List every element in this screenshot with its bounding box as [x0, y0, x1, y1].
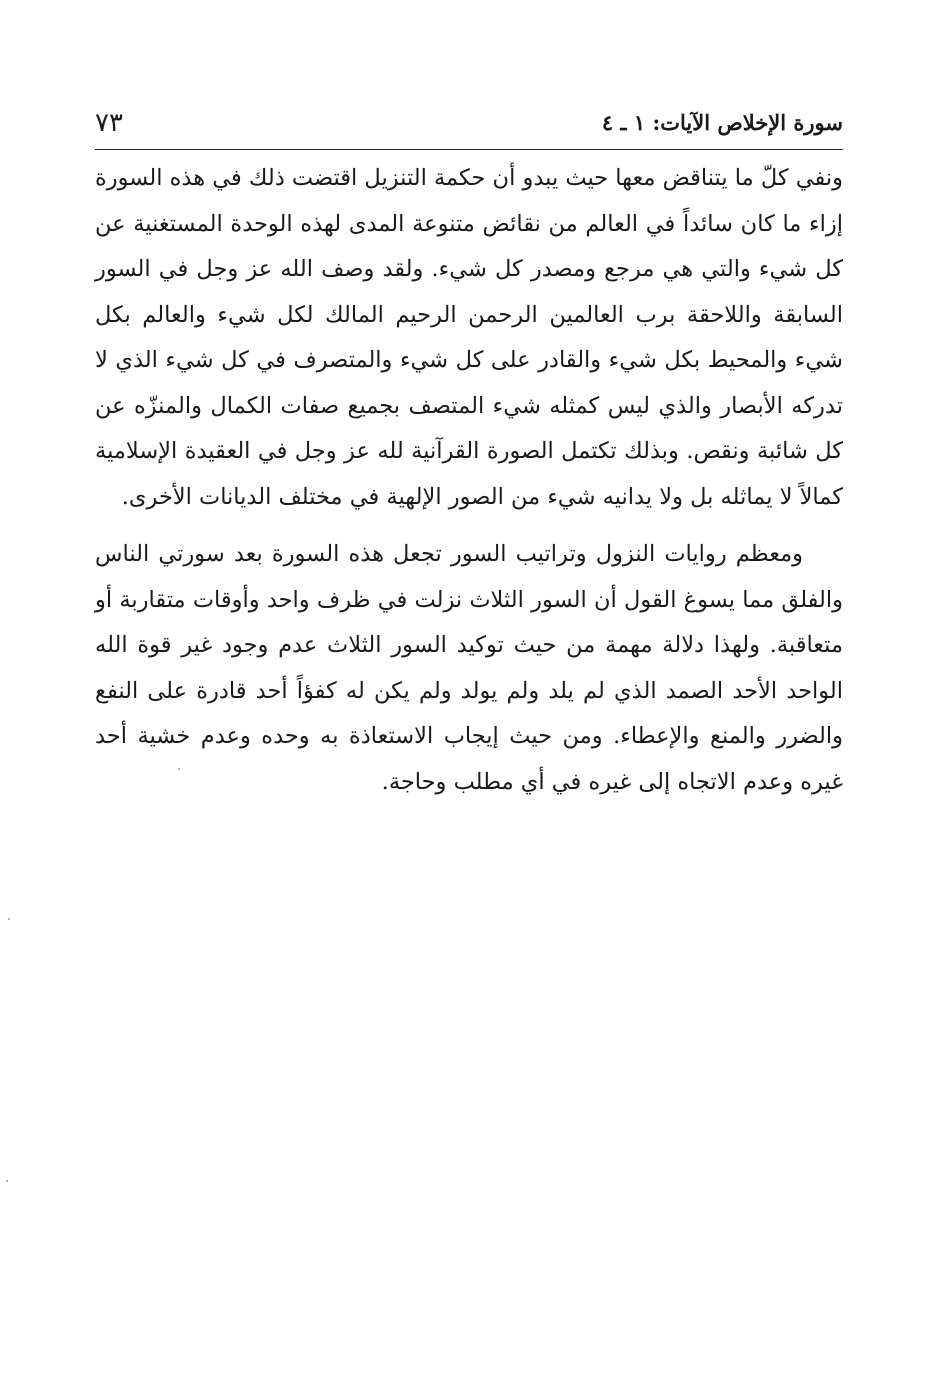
header-divider	[95, 149, 843, 150]
page-number: ٧٣	[95, 108, 123, 138]
page-header	[95, 108, 843, 148]
paragraph-1: ونفي كلّ ما يتناقض معها حيث يبدو أن حكمة التنزيل اقتضت ذلك في هذه السورة إزاء ما كان سائداً في العالم من نقائض متنوعة المدى لهذه الوحدة المستغنية عن كل شيء والتي هي مرجع ومصدر كل شيء. ولقد وصف الله عز وجل في السور السابقة واللاحقة برب العالمين الرحمن الرحيم المالك لكل شيء والعالم بكل شيء والمحيط بكل شيء والقادر على كل شيء والمتصرف في كل شيء الذي لا تدركه الأبصار والذي ليس كمثله شيء المتصف بجميع صفات الكمال والمنزّه عن كل شائبة ونقص. وبذلك تكتمل الصورة القرآنية لله عز وجل في العقيدة الإسلامية كمالاً لا يماثله بل ولا يدانيه شيء من الصور الإلهية في مختلف الديانات الأخرى.	[95, 165, 843, 510]
paragraph-2: ومعظم روايات النزول وتراتيب السور تجعل هذه السورة بعد سورتي الناس والفلق مما يسوغ القول أن السور الثلاث نزلت في ظرف واحد وأوقات متقاربة أو متعاقبة. ولهذا دلالة مهمة من حيث توكيد السور الثلاث عدم وجود غير قوة الله الواحد الأحد الصمد الذي لم يلد ولم يولد ولم يكن له كفؤاً أحد قادرة على النفع والضرر والمنع والإعطاء. ومن حيث إيجاب الاستعاذة به وحده وعدم خشية أحد غيره وعدم الاتجاه إلى غيره في أي مطلب وحاجة.	[95, 541, 843, 795]
running-title: سورة الإخلاص الآيات: ١ ـ ٤	[601, 110, 843, 135]
scan-speck	[6, 1180, 8, 1182]
body-text	[95, 156, 843, 805]
scan-speck	[8, 918, 10, 920]
scan-speck	[178, 768, 180, 770]
